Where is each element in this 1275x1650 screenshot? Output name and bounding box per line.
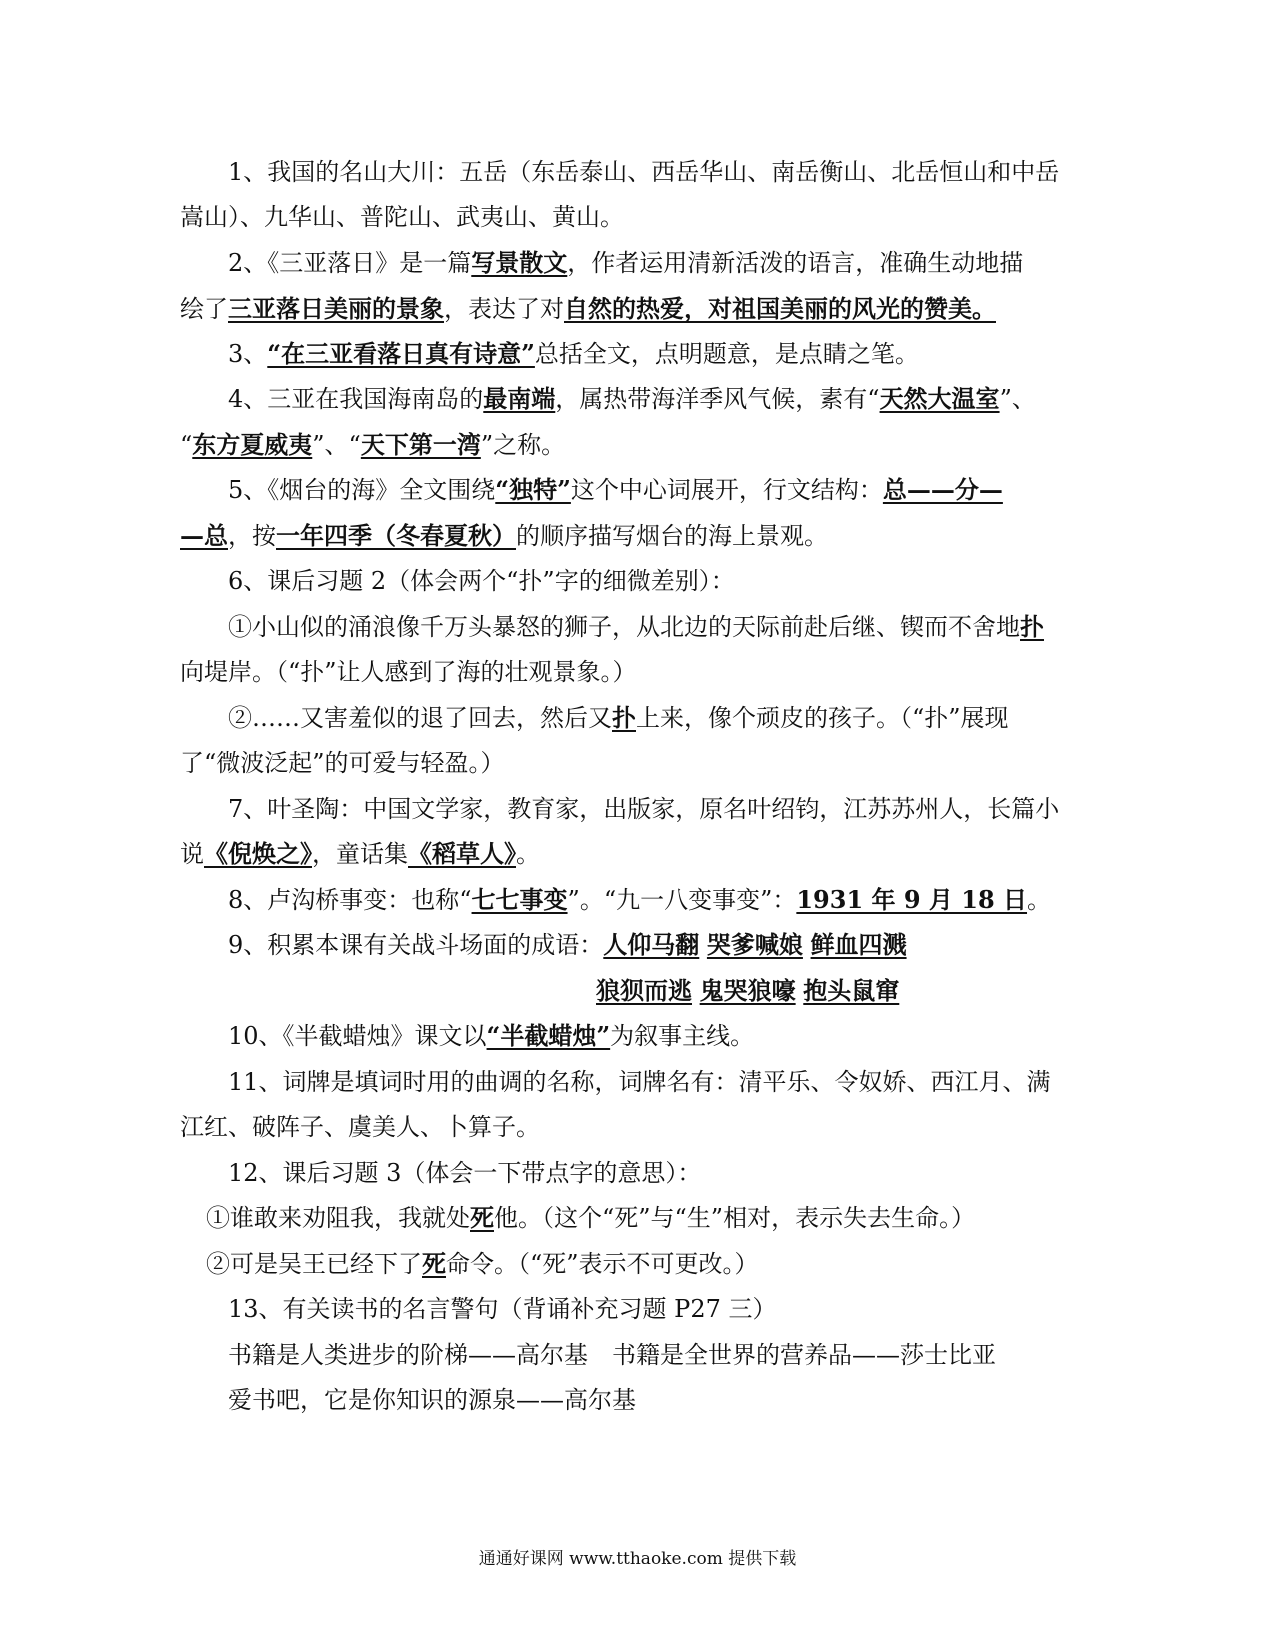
- item-11-line-2: [180, 1111, 540, 1143]
- item-6-heading: [228, 565, 735, 597]
- item-13-head-text: 13、有关读书的名言警句（背诵补充习题 P27 三）: [228, 1295, 777, 1323]
- item-9-idiom-5: 鬼哭狼嚎: [699, 976, 796, 1005]
- item-9-text-a: 9、积累本课有关战斗场面的成语：: [228, 931, 604, 959]
- item-4-text-j: ”之称。: [480, 431, 566, 459]
- item-6-s2-text-d: 了“微波泛起”的可爱与轻盈。）: [180, 749, 505, 777]
- item-13-quote-3: 爱书吧，它是你知识的源泉——高尔基: [228, 1386, 636, 1414]
- item-1-text-2: 嵩山）、九华山、普陀山、武夷山、黄山。: [180, 203, 624, 231]
- item-2-keyword-scene: 三亚落日美丽的景象: [228, 294, 444, 323]
- item-4-keyword-bay: 天下第一湾: [360, 430, 481, 459]
- item-4-keyword-greenhouse: 天然大温室: [879, 384, 1000, 413]
- item-8-text-a: 8、卢沟桥事变：也称“: [228, 886, 472, 914]
- item-5-keyword-seasons: 一年四季（冬春夏秋）: [276, 521, 516, 550]
- item-1-line-1: [228, 156, 1059, 188]
- item-9-line-2: [596, 975, 899, 1007]
- item-5-text-c: 这个中心词展开，行文结构：: [570, 476, 883, 504]
- item-13-heading: [228, 1293, 776, 1325]
- item-12-heading: [228, 1157, 701, 1189]
- item-7-keyword-fairytale: 《稻草人》: [408, 839, 516, 868]
- item-2-text-c: ，作者运用清新活泼的语言，准确生动地描: [567, 249, 1024, 277]
- item-12-s1-text-c: 他。（这个“死”与“生”相对，表示失去生命。）: [494, 1204, 976, 1232]
- item-2-text-d: 绘了: [180, 295, 228, 323]
- item-2-text-a: 2、《三亚落日》是一篇: [228, 249, 472, 277]
- item-4-text-c: ，属热带海洋季风气候，素有“: [555, 385, 880, 413]
- item-2-line-2: [180, 293, 996, 325]
- item-5-line-1: [228, 474, 1003, 506]
- item-8-keyword-incident: 七七事变: [471, 885, 568, 914]
- item-6-s2-keyword: 扑: [612, 703, 636, 732]
- item-6-s2-text-a: ②……又害羞似的退了回去，然后又: [228, 704, 612, 732]
- item-4-line-1: [228, 383, 1036, 415]
- item-6-s1-text-a: ①小山似的涌浪像千万头暴怒的狮子，从北边的天际前赴后继、锲而不舍地: [228, 613, 1020, 641]
- item-9-line-1: [228, 929, 907, 961]
- item-5-keyword-structure-1: 总——分—: [882, 475, 1003, 504]
- item-2-line-1: [228, 247, 1023, 279]
- item-5-keyword-structure-2: —总: [180, 521, 228, 550]
- item-5-text-a: 5、《烟台的海》全文围绕: [228, 476, 496, 504]
- item-2-keyword-theme: 自然的热爱，对祖国美丽的风光的赞美。: [564, 294, 996, 323]
- item-9-idiom-4: 狼狈而逃: [596, 976, 692, 1005]
- item-13-quotes-line-2: [228, 1384, 636, 1416]
- item-13-quote-1: 书籍是人类进步的阶梯——高尔基: [228, 1341, 588, 1369]
- item-7-line-2: [180, 838, 540, 870]
- item-12-s1-keyword: 死: [470, 1203, 494, 1232]
- item-5-text-f: ，按: [228, 522, 276, 550]
- item-9-idiom-2: 哭爹喊娘: [706, 930, 803, 959]
- item-4-keyword-hawaii: 东方夏威夷: [192, 430, 313, 459]
- item-4-line-2: [180, 429, 565, 461]
- item-10-text-c: 为叙事主线。: [610, 1022, 755, 1050]
- item-6-sentence-2-line-2: [180, 747, 505, 779]
- item-7-text-c: ，童话集: [312, 840, 408, 868]
- item-6-s1-keyword: 扑: [1020, 612, 1044, 641]
- item-4-text-e: ”、: [999, 385, 1036, 413]
- item-3-keyword-quote: “在三亚看落日真有诗意”: [267, 339, 535, 368]
- item-11-text-2: 江红、破阵子、虞美人、卜算子。: [180, 1113, 540, 1141]
- item-11-text-1: 11、词牌是填词时用的曲调的名称，词牌名有：清平乐、令奴娇、西江月、满: [228, 1068, 1051, 1096]
- item-3-text-c: 总括全文，点明题意，是点睛之笔。: [534, 340, 919, 368]
- page-footer: 通通好课网 www.tthaoke.com 提供下载: [478, 1549, 797, 1569]
- item-4-keyword-south: 最南端: [483, 384, 556, 413]
- item-6-sentence-1-line-2: [180, 656, 637, 688]
- item-2-text-f: ，表达了对: [444, 295, 564, 323]
- item-4-text-a: 4、三亚在我国海南岛的: [228, 385, 484, 413]
- item-4-text-h: ”、“: [312, 431, 361, 459]
- item-6-sentence-1-line-1: [228, 611, 1044, 643]
- item-8-text-c: ”。“九一八变事变”：: [567, 886, 797, 914]
- item-12-s1-text-a: ①谁敢来劝阻我，我就处: [206, 1204, 470, 1232]
- item-12-s2-text-a: ②可是吴王已经下了: [206, 1250, 422, 1278]
- item-7-text-1: 7、叶圣陶：中国文学家，教育家，出版家，原名叶绍钧，江苏苏州人，长篇小: [228, 795, 1060, 823]
- item-9-idiom-6: 抱头鼠窜: [803, 976, 900, 1005]
- item-8-text-e: 。: [1027, 886, 1052, 914]
- item-3-text-a: 3、: [228, 340, 268, 368]
- item-9-idiom-1: 人仰马翻: [603, 930, 700, 959]
- item-6-s2-text-c: 上来，像个顽皮的孩子。（“扑”展现: [636, 704, 1009, 732]
- item-7-keyword-novel: 《倪焕之》: [204, 839, 312, 868]
- item-12-s2-keyword: 死: [422, 1249, 446, 1278]
- item-5-line-2: [180, 520, 828, 552]
- item-10-text-a: 10、《半截蜡烛》课文以: [228, 1022, 487, 1050]
- item-7-text-a: 说: [180, 840, 204, 868]
- item-7-text-e: 。: [516, 840, 540, 868]
- item-12-sentence-2: [206, 1248, 759, 1280]
- item-8-keyword-date: 1931 年 9 月 18 日: [796, 885, 1028, 914]
- item-6-head-text: 6、课后习题 2（体会两个“扑”字的细微差别）：: [228, 567, 735, 595]
- item-11-line-1: [228, 1066, 1051, 1098]
- item-2-keyword-prose: 写景散文: [471, 248, 568, 277]
- item-6-sentence-2-line-1: [228, 702, 1009, 734]
- item-10-line: [228, 1020, 754, 1052]
- item-7-line-1: [228, 793, 1059, 825]
- item-1-text-1: 1、我国的名山大川：五岳（东岳泰山、西岳华山、南岳衡山、北岳恒山和中岳: [228, 158, 1060, 186]
- item-5-text-h: 的顺序描写烟台的海上景观。: [516, 522, 828, 550]
- item-10-keyword-candle: “半截蜡烛”: [486, 1021, 611, 1050]
- item-1-line-2: [180, 201, 624, 233]
- item-12-s2-text-c: 命令。（“死”表示不可更改。）: [446, 1250, 759, 1278]
- item-3-line: [228, 338, 919, 370]
- item-12-sentence-1: [206, 1202, 975, 1234]
- item-12-head-text: 12、课后习题 3（体会一下带点字的意思）：: [228, 1159, 702, 1187]
- item-5-keyword-unique: “独特”: [495, 475, 571, 504]
- item-13-quotes-line-1: [228, 1339, 996, 1371]
- item-4-text-f: “: [180, 431, 193, 459]
- item-13-quote-2: 书籍是全世界的营养品——莎士比亚: [612, 1341, 996, 1369]
- item-9-idiom-3: 鲜血四溅: [810, 930, 907, 959]
- item-6-s1-text-c: 向堤岸。（“扑”让人感到了海的壮观景象。）: [180, 658, 637, 686]
- item-8-line: [228, 884, 1051, 916]
